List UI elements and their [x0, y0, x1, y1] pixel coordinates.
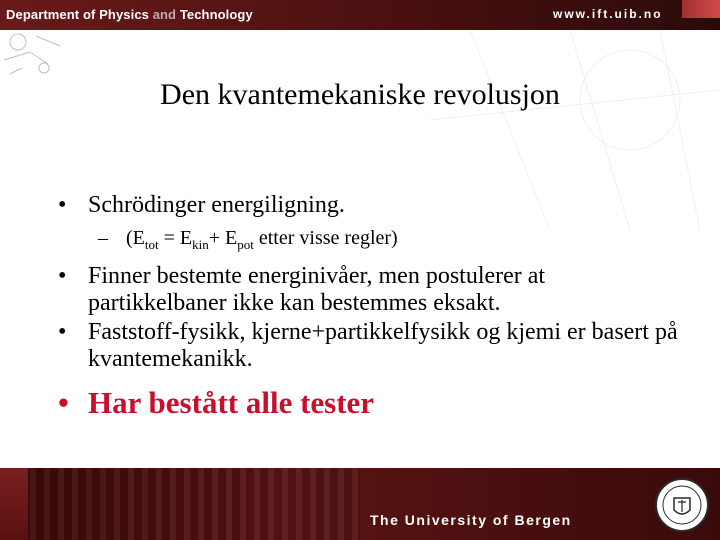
dept-title-part2: Technology [176, 7, 253, 22]
dash-marker: – [98, 227, 108, 249]
physics-sketch-decoration [0, 30, 72, 80]
bullet-marker: • [58, 385, 69, 420]
bullet-text: Schrödinger energiligning. [88, 192, 345, 218]
dept-title-part1: Department of Physics [6, 7, 153, 22]
university-seal-icon [654, 474, 710, 536]
footer-banner [0, 468, 720, 540]
highlight-bullet-text: Har bestått alle tester [88, 385, 375, 420]
website-url: www.ift.uib.no [553, 7, 663, 21]
banner-accent [682, 0, 720, 18]
slide-title: Den kvantemekaniske revolusjon [160, 78, 560, 111]
dept-title-and: and [152, 7, 177, 22]
bullet-marker: • [58, 263, 67, 289]
footer-side-strip [0, 468, 28, 540]
bullet-item [58, 192, 688, 219]
sub-bullet-text: ($E_{tot} = E_{kin}+ E_{pot}$ etter visse regler) [126, 227, 398, 252]
university-name: The University of Bergen [370, 512, 572, 528]
bullet-marker: • [58, 192, 67, 218]
bullet-item [58, 319, 688, 373]
bullet-item [58, 263, 688, 317]
header-banner [0, 0, 720, 30]
bullet-marker: • [58, 319, 67, 345]
bullet-text: Finner bestemte energinivåer, men postulerer at partikkelbaner ikke kan bestemmes eksakt. [88, 263, 546, 316]
bullet-text: Faststoff-fysikk, kjerne+partikkelfysikk og kjemi er basert på kvantemekanikk. [88, 319, 678, 372]
bullet-list [58, 192, 688, 420]
highlight-bullet-item [58, 386, 688, 420]
sub-bullet-item [58, 226, 688, 257]
footer-photo-strip [30, 468, 360, 540]
department-title [6, 7, 253, 22]
